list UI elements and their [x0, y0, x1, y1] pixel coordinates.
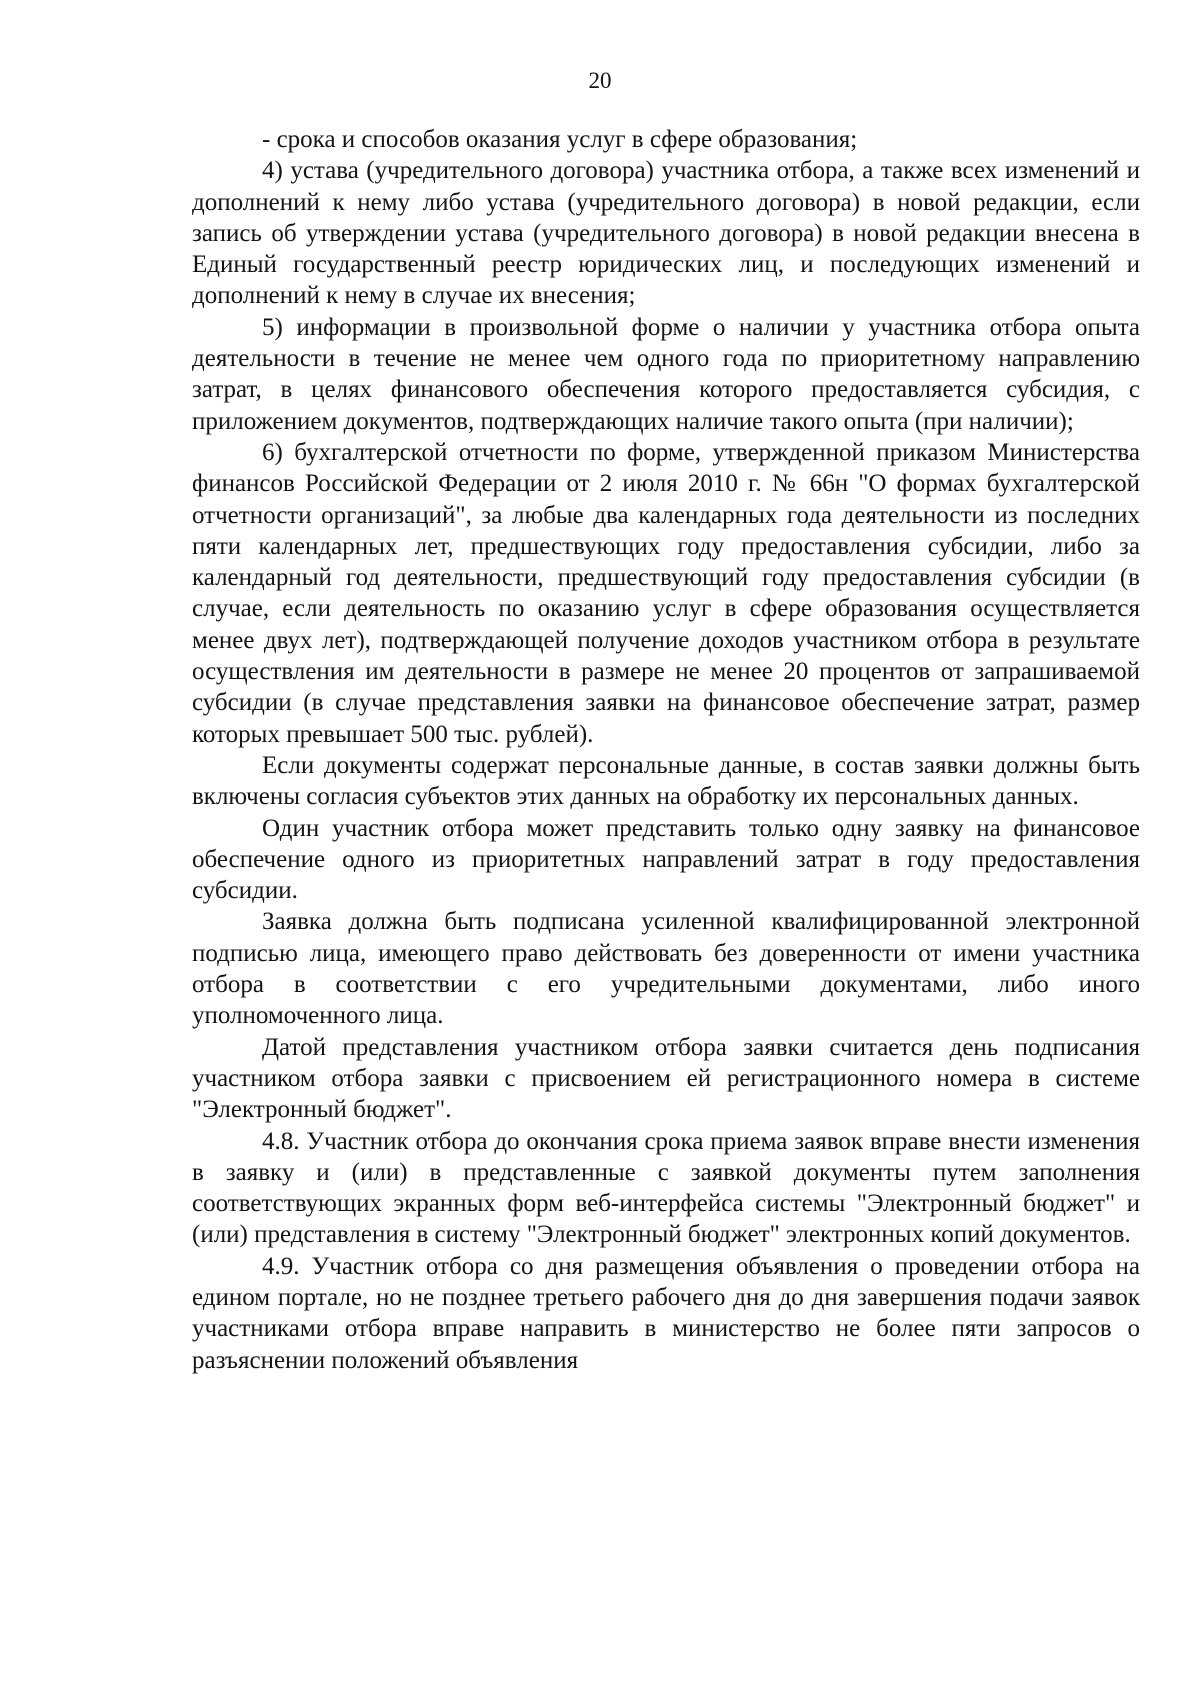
paragraph-single-application: Один участник отбора может представить только одну заявку на финансовое обеспечение одного из приоритетных направлений затрат в году предоставления субсидии.	[192, 814, 1140, 905]
paragraph-signature: Заявка должна быть подписана усиленной квалифицированной электронной подписью лица, имеющего право действовать без доверенности от имени участника отбора в соответствии с его учредительными документами, либо иного уполномоченного лица.	[192, 908, 1140, 1030]
document-body	[192, 124, 1140, 1376]
paragraph-personal-data: Если документы содержат персональные данные, в состав заявки должны быть включены согласия субъектов этих данных на обработку их персональных данных.	[192, 751, 1140, 811]
paragraph-item-6-accounting: 6) бухгалтерской отчетности по форме, утвержденной приказом Министерства финансов Российской Федерации от 2 июля 2010 г. № 66н "О формах бухгалтерской отчетности организаций", за любые два календарных года деятельности из последних пяти календарных лет, предшествующих году предоставления субсидии, либо за календарный год деятельности, предшествующий году предоставления субсидии (в случае, если деятельность по оказанию услуг в сфере образования осуществляется менее двух лет), подтверждающей получение доходов участником отбора в результате осуществления им деятельности в размере не менее 20 процентов от запрашиваемой субсидии (в случае представления заявки на финансовое обеспечение затрат, размер которых превышает 500 тыс. рублей).	[192, 438, 1140, 748]
paragraph-service-terms: - срока и способов оказания услуг в сфере образования;	[262, 126, 858, 153]
paragraph-section-4-9: 4.9. Участник отбора со дня размещения объявления о проведении отбора на едином портале, но не позднее третьего рабочего дня до дня завершения подачи заявок участниками отбора вправе направить в министерство не более пяти запросов о разъяснении положений объявления	[192, 1252, 1140, 1374]
paragraph-item-5-experience: 5) информации в произвольной форме о наличии у участника отбора опыта деятельности в течение не менее чем одного года по приоритетному направлению затрат, в целях финансового обеспечения которого предоставляется субсидия, с приложением документов, подтверждающих наличие такого опыта (при наличии);	[192, 313, 1140, 435]
page-number: 20	[588, 68, 612, 93]
paragraph-section-4-8: 4.8. Участник отбора до окончания срока приема заявок вправе внести изменения в заявку и (или) в представленные с заявкой документы путем заполнения соответствующих экранных форм веб-интерфейса системы "Электронный бюджет" и (или) представления в систему "Электронный бюджет" электронных копий документов.	[192, 1127, 1140, 1249]
paragraph-item-4-charter: 4) устава (учредительного договора) участника отбора, а также всех изменений и дополнений к нему либо устава (учредительного договора) в новой редакции, если запись об утверждении устава (учредительного договора) в новой редакции внесена в Единый государственный реестр юридических лиц, и последующих изменений и дополнений к нему в случае их внесения;	[192, 157, 1140, 310]
paragraph-submission-date: Датой представления участником отбора заявки считается день подписания участником отбора заявки с присвоением ей регистрационного номера в системе "Электронный бюджет".	[192, 1033, 1140, 1124]
